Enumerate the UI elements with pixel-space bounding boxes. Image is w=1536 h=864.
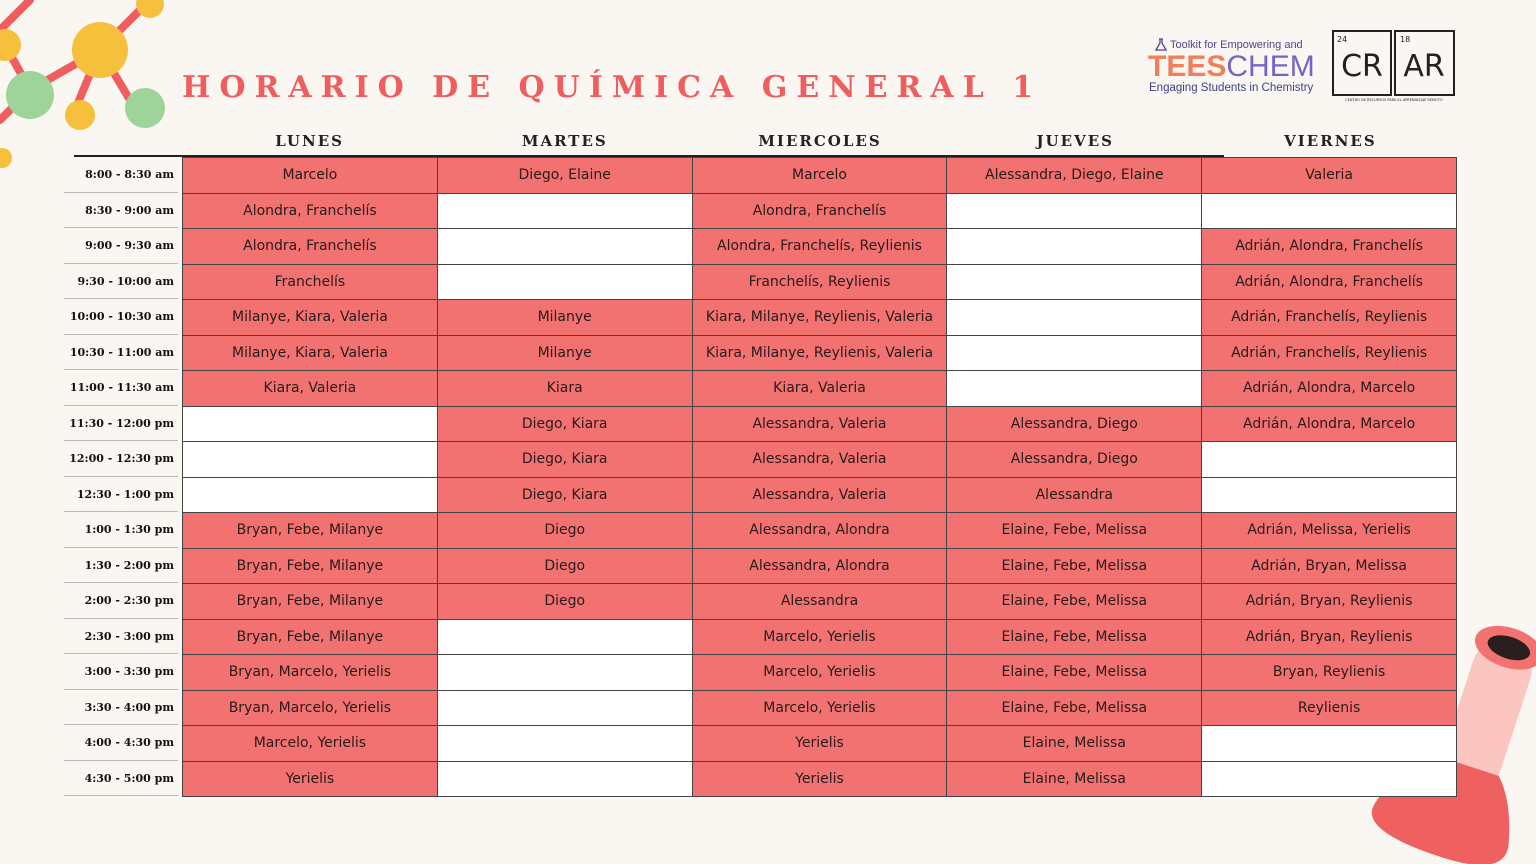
schedule-cell-jueves: Elaine, Melissa — [947, 726, 1202, 762]
schedule-cell-martes: Diego, Kiara — [438, 478, 693, 514]
schedule-cell-viernes — [1202, 194, 1457, 230]
teeschem-tagline-top: Toolkit for Empowering and — [1170, 39, 1303, 51]
schedule-cell-miercoles: Yerielis — [693, 726, 948, 762]
schedule-cell-lunes: Bryan, Febe, Milanye — [183, 513, 438, 549]
time-slot-label: 8:00 - 8:30 am — [64, 157, 178, 193]
crar-number-right: 18 — [1400, 35, 1411, 44]
schedule-cell-jueves: Elaine, Febe, Melissa — [947, 655, 1202, 691]
schedule-cell-lunes: Milanye, Kiara, Valeria — [183, 336, 438, 372]
schedule-cell-lunes: Bryan, Febe, Milanye — [183, 620, 438, 656]
schedule-cell-martes — [438, 726, 693, 762]
schedule-cell-lunes: Bryan, Febe, Milanye — [183, 549, 438, 585]
time-slot-label: 10:00 - 10:30 am — [64, 299, 178, 335]
schedule-cell-viernes — [1202, 762, 1457, 798]
time-slot-label: 4:00 - 4:30 pm — [64, 725, 178, 761]
schedule-cell-jueves — [947, 336, 1202, 372]
time-slot-label: 1:00 - 1:30 pm — [64, 512, 178, 548]
schedule-cell-viernes: Adrián, Franchelís, Reylienis — [1202, 336, 1457, 372]
schedule-cell-miercoles: Kiara, Milanye, Reylienis, Valeria — [693, 336, 948, 372]
schedule-cell-martes — [438, 620, 693, 656]
schedule-cell-miercoles: Alessandra, Alondra — [693, 549, 948, 585]
schedule-cell-viernes: Adrián, Melissa, Yerielis — [1202, 513, 1457, 549]
schedule-cell-miercoles: Alessandra, Valeria — [693, 442, 948, 478]
schedule-cell-martes — [438, 265, 693, 301]
schedule-cell-miercoles: Kiara, Valeria — [693, 371, 948, 407]
crar-symbol-right: AR — [1403, 49, 1445, 84]
schedule-cell-lunes: Yerielis — [183, 762, 438, 798]
day-header-viernes: VIERNES — [1284, 132, 1377, 150]
schedule-cell-martes: Milanye — [438, 300, 693, 336]
molecule-illustration — [0, 0, 170, 170]
schedule-cell-martes: Diego, Kiara — [438, 442, 693, 478]
time-slot-label: 11:00 - 11:30 am — [64, 370, 178, 406]
schedule-cell-jueves: Alessandra, Diego — [947, 442, 1202, 478]
teeschem-tagline-bottom: Engaging Students in Chemistry — [1149, 82, 1314, 94]
schedule-cell-viernes: Reylienis — [1202, 691, 1457, 727]
schedule-cell-miercoles: Yerielis — [693, 762, 948, 798]
schedule-cell-lunes: Bryan, Marcelo, Yerielis — [183, 655, 438, 691]
schedule-cell-miercoles: Marcelo, Yerielis — [693, 655, 948, 691]
time-slot-label: 3:30 - 4:00 pm — [64, 690, 178, 726]
time-column — [64, 157, 178, 796]
time-slot-label: 9:30 - 10:00 am — [64, 264, 178, 300]
schedule-cell-martes: Kiara — [438, 371, 693, 407]
schedule-cell-martes — [438, 762, 693, 798]
schedule-cell-martes: Diego — [438, 584, 693, 620]
crar-logo — [1332, 30, 1456, 102]
teeschem-logo — [1148, 36, 1316, 100]
schedule-cell-martes: Diego, Kiara — [438, 407, 693, 443]
schedule-cell-viernes: Bryan, Reylienis — [1202, 655, 1457, 691]
schedule-cell-jueves: Elaine, Melissa — [947, 762, 1202, 798]
schedule-cell-martes: Diego, Elaine — [438, 158, 693, 194]
schedule-cell-martes — [438, 691, 693, 727]
schedule-cell-jueves: Elaine, Febe, Melissa — [947, 513, 1202, 549]
schedule-grid — [182, 157, 1457, 797]
day-header-row — [182, 132, 1458, 152]
schedule-cell-miercoles: Alessandra — [693, 584, 948, 620]
schedule-cell-lunes — [183, 478, 438, 514]
schedule-cell-lunes: Alondra, Franchelís — [183, 229, 438, 265]
day-header-jueves: JUEVES — [1036, 132, 1114, 150]
schedule-cell-viernes: Adrián, Alondra, Marcelo — [1202, 371, 1457, 407]
schedule-cell-miercoles: Marcelo, Yerielis — [693, 691, 948, 727]
schedule-cell-miercoles: Kiara, Milanye, Reylienis, Valeria — [693, 300, 948, 336]
time-slot-label: 12:30 - 1:00 pm — [64, 477, 178, 513]
schedule-cell-miercoles: Alessandra, Alondra — [693, 513, 948, 549]
schedule-cell-viernes: Adrián, Bryan, Reylienis — [1202, 620, 1457, 656]
page-title: HORARIO DE QUÍMICA GENERAL 1 — [182, 70, 1043, 105]
schedule-cell-martes: Milanye — [438, 336, 693, 372]
schedule-cell-jueves — [947, 300, 1202, 336]
schedule-cell-viernes — [1202, 478, 1457, 514]
time-slot-label: 2:00 - 2:30 pm — [64, 583, 178, 619]
schedule-cell-lunes: Alondra, Franchelís — [183, 194, 438, 230]
schedule-cell-lunes: Franchelís — [183, 265, 438, 301]
schedule-cell-miercoles: Marcelo — [693, 158, 948, 194]
schedule-cell-lunes — [183, 442, 438, 478]
schedule-cell-miercoles: Alessandra, Valeria — [693, 478, 948, 514]
schedule-cell-lunes: Bryan, Febe, Milanye — [183, 584, 438, 620]
schedule-cell-viernes: Adrián, Alondra, Marcelo — [1202, 407, 1457, 443]
schedule-cell-jueves — [947, 229, 1202, 265]
schedule-cell-jueves: Elaine, Febe, Melissa — [947, 584, 1202, 620]
crar-symbol-left: CR — [1341, 49, 1383, 84]
day-header-martes: MARTES — [521, 132, 608, 150]
schedule-cell-jueves: Alessandra, Diego, Elaine — [947, 158, 1202, 194]
time-slot-label: 3:00 - 3:30 pm — [64, 654, 178, 690]
time-slot-label: 2:30 - 3:00 pm — [64, 619, 178, 655]
schedule-cell-jueves — [947, 265, 1202, 301]
teeschem-wordmark: TEESCHEM — [1148, 50, 1315, 83]
schedule-cell-lunes: Bryan, Marcelo, Yerielis — [183, 691, 438, 727]
schedule-cell-lunes: Marcelo — [183, 158, 438, 194]
schedule-cell-jueves: Alessandra — [947, 478, 1202, 514]
schedule-cell-miercoles: Franchelís, Reylienis — [693, 265, 948, 301]
schedule-cell-viernes — [1202, 442, 1457, 478]
time-slot-label: 8:30 - 9:00 am — [64, 193, 178, 229]
schedule-cell-miercoles: Alessandra, Valeria — [693, 407, 948, 443]
schedule-cell-viernes: Adrián, Alondra, Franchelís — [1202, 229, 1457, 265]
time-slot-label: 9:00 - 9:30 am — [64, 228, 178, 264]
schedule-cell-lunes: Kiara, Valeria — [183, 371, 438, 407]
crar-caption: CENTRO DE RECURSOS PARA EL APRENDIZAJE REMOTO — [1345, 98, 1443, 102]
crar-number-left: 24 — [1337, 35, 1348, 44]
schedule-cell-martes: Diego — [438, 549, 693, 585]
schedule-cell-viernes: Adrián, Bryan, Reylienis — [1202, 584, 1457, 620]
schedule-cell-jueves: Elaine, Febe, Melissa — [947, 549, 1202, 585]
schedule-cell-martes: Diego — [438, 513, 693, 549]
schedule-cell-lunes — [183, 407, 438, 443]
time-slot-label: 10:30 - 11:00 am — [64, 335, 178, 371]
schedule-cell-jueves: Alessandra, Diego — [947, 407, 1202, 443]
schedule-cell-lunes: Milanye, Kiara, Valeria — [183, 300, 438, 336]
schedule-cell-viernes — [1202, 726, 1457, 762]
schedule-cell-viernes: Valeria — [1202, 158, 1457, 194]
schedule-cell-martes — [438, 229, 693, 265]
schedule-cell-miercoles: Alondra, Franchelís — [693, 194, 948, 230]
schedule-cell-martes — [438, 655, 693, 691]
schedule-cell-viernes: Adrián, Alondra, Franchelís — [1202, 265, 1457, 301]
time-slot-label: 1:30 - 2:00 pm — [64, 548, 178, 584]
time-slot-label: 11:30 - 12:00 pm — [64, 406, 178, 442]
schedule-cell-viernes: Adrián, Bryan, Melissa — [1202, 549, 1457, 585]
day-header-miercoles: MIERCOLES — [758, 132, 882, 150]
schedule-cell-jueves — [947, 194, 1202, 230]
schedule-cell-jueves: Elaine, Febe, Melissa — [947, 620, 1202, 656]
schedule-cell-lunes: Marcelo, Yerielis — [183, 726, 438, 762]
schedule-cell-jueves — [947, 371, 1202, 407]
day-header-lunes: LUNES — [275, 132, 344, 150]
schedule-cell-martes — [438, 194, 693, 230]
schedule-cell-jueves: Elaine, Febe, Melissa — [947, 691, 1202, 727]
time-slot-label: 4:30 - 5:00 pm — [64, 761, 178, 797]
schedule-cell-viernes: Adrián, Franchelís, Reylienis — [1202, 300, 1457, 336]
time-slot-label: 12:00 - 12:30 pm — [64, 441, 178, 477]
schedule-cell-miercoles: Alondra, Franchelís, Reylienis — [693, 229, 948, 265]
schedule-cell-miercoles: Marcelo, Yerielis — [693, 620, 948, 656]
